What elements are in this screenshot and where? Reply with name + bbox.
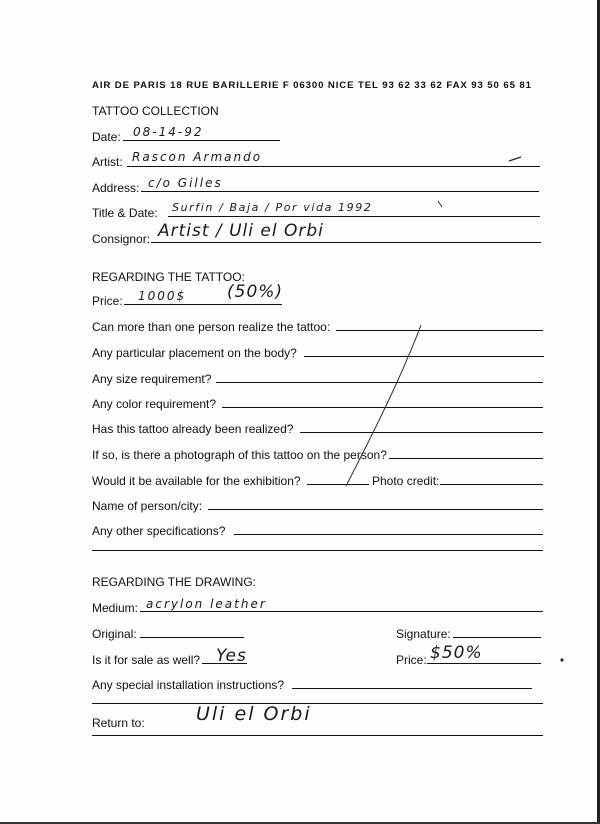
price-value: 1000$: [138, 289, 187, 303]
return-line: [92, 735, 543, 736]
price-note: (50%): [227, 282, 284, 302]
date-line: [123, 140, 280, 141]
question-placement: Any particular placement on the body?: [92, 346, 297, 360]
pen-dot: [560, 658, 563, 661]
answer-line: [222, 407, 543, 408]
title-date-value: Surfin / Baja / Por vida 1992: [172, 201, 373, 214]
signature-label: Signature:: [396, 627, 451, 641]
question-size: Any size requirement?: [92, 372, 212, 386]
title-date-label: Title & Date:: [92, 206, 158, 220]
question-more-than-one: Can more than one person realize the tattoo:: [92, 320, 331, 334]
address-line: [141, 191, 539, 192]
question-color: Any color requirement?: [92, 397, 217, 411]
date-label: Date:: [92, 130, 121, 144]
drawing-price-label: Price:: [396, 653, 427, 667]
signature-line: [453, 637, 541, 638]
question-name-city: Name of person/city:: [92, 499, 203, 513]
title-date-line: [168, 216, 540, 217]
collection-title: TATTOO COLLECTION: [92, 104, 219, 118]
consignor-value: Artist / Uli el Orbi: [158, 221, 324, 241]
question-exhibition: Would it be available for the exhibition?: [92, 474, 301, 488]
answer-line: [92, 550, 543, 551]
medium-value: acrylon leather: [146, 597, 267, 611]
answer-line: [440, 484, 543, 485]
address-label: Address:: [92, 181, 140, 195]
answer-line: [216, 382, 543, 383]
answer-line: [307, 484, 369, 485]
installation-line: [92, 703, 543, 704]
answer-line: [336, 330, 543, 331]
drawing-heading: REGARDING THE DRAWING:: [92, 575, 257, 589]
question-realized: Has this tattoo already been realized?: [92, 422, 294, 436]
answer-line: [304, 356, 544, 357]
question-other-specs: Any other specifications?: [92, 524, 226, 538]
medium-label: Medium:: [92, 601, 139, 615]
original-line: [140, 637, 244, 638]
for-sale-value: Yes: [216, 646, 247, 666]
date-value: 08-14-92: [133, 125, 204, 139]
letterhead: AIR DE PARIS 18 RUE BARILLERIE F 06300 NICE TEL 93 62 33 62 FAX 93 50 65 81: [92, 80, 532, 91]
drawing-price-line: [427, 663, 541, 664]
consignor-label: Consignor:: [92, 232, 151, 246]
answer-line: [300, 432, 543, 433]
for-sale-label: Is it for sale as well?: [92, 653, 201, 667]
answer-line: [208, 509, 543, 510]
installation-label: Any special installation instructions?: [92, 678, 285, 692]
artist-label: Artist:: [92, 155, 123, 169]
original-label: Original:: [92, 627, 137, 641]
pen-tick-mark: [509, 157, 521, 161]
consignor-line: [151, 242, 541, 243]
address-value: c/o Gilles: [148, 176, 223, 190]
return-label: Return to:: [92, 716, 145, 730]
installation-line: [292, 688, 532, 689]
photo-credit-label: Photo credit:: [372, 474, 440, 488]
pen-tick-mark: [438, 201, 442, 207]
artist-line: [127, 166, 540, 167]
tattoo-heading: REGARDING THE TATTOO:: [92, 270, 245, 284]
question-photograph: If so, is there a photograph of this tattoo on the person?: [92, 448, 387, 462]
price-line: [124, 304, 282, 305]
price-label: Price:: [92, 294, 123, 308]
artist-value: Rascon Armando: [132, 150, 263, 164]
drawing-price-value: $50%: [430, 643, 483, 663]
answer-line: [389, 458, 543, 459]
return-value: Uli el Orbi: [196, 703, 312, 725]
answer-line: [234, 534, 543, 535]
